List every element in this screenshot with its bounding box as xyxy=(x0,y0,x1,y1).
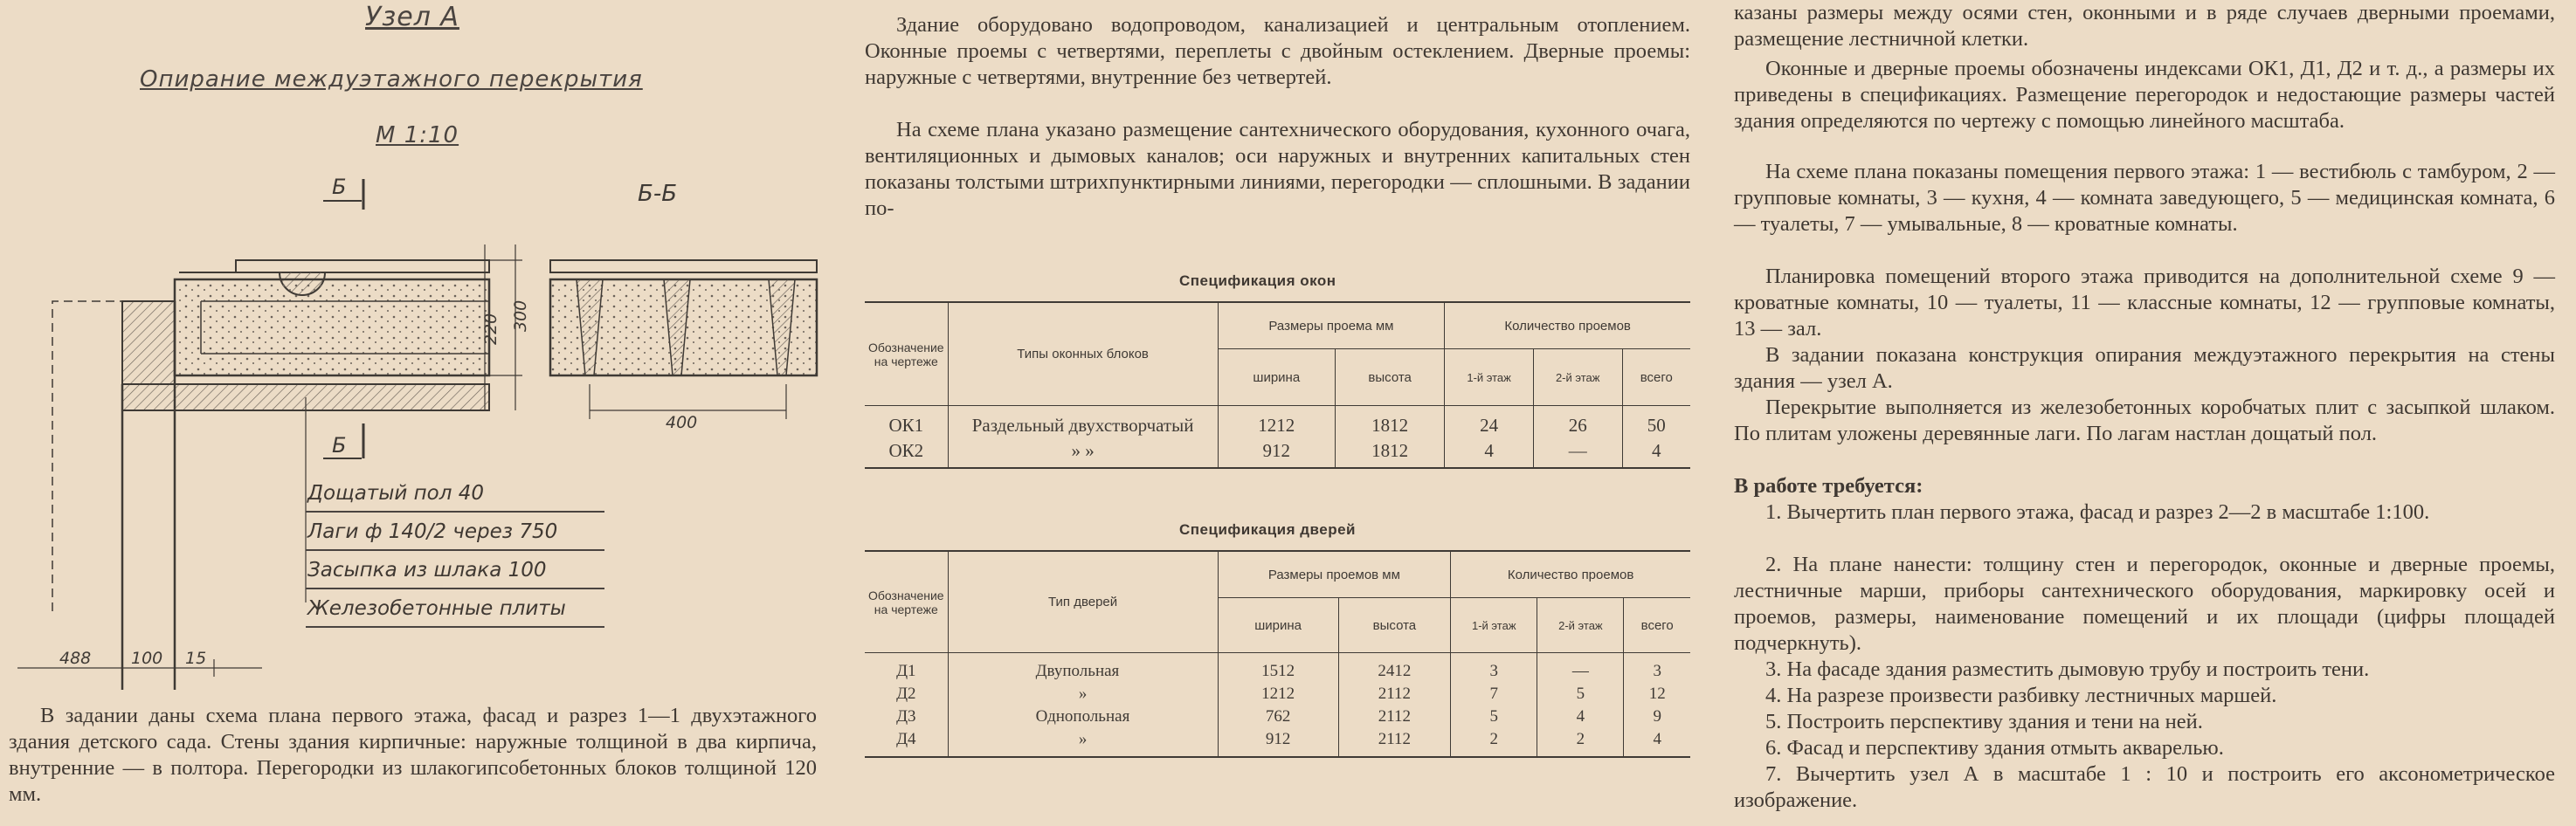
section-bb xyxy=(550,260,817,419)
legend-item: Лаги ф 140/2 через 750 xyxy=(306,514,604,551)
header-designation: Обозначение на чертеже xyxy=(865,551,948,653)
legend-item: Железобетонные плиты xyxy=(306,591,604,628)
header-height: высота xyxy=(1338,598,1451,653)
dim-100: 100 xyxy=(131,649,163,668)
table-row: Д4 » 912 2112 2 2 4 xyxy=(865,728,1690,757)
requirements-heading: В работе требуется: xyxy=(1734,474,1923,498)
dim-220: 220 xyxy=(481,313,501,345)
dim-488: 488 xyxy=(59,649,92,668)
node-subtitle: Опирание междуэтажного перекрытия xyxy=(140,66,643,93)
header-total: всего xyxy=(1622,349,1690,406)
openings-paragraph: Оконные и дверные проемы обозначены индексами ОК1, Д1, Д2 и т. д., а размеры их приведены в спецификациях. Размещение перегородок и недостающие размеры частей здания определяются по чертежу с помощью линейного масштаба. xyxy=(1734,57,2555,133)
header-size: Размеры проема мм xyxy=(1218,302,1445,349)
task-item: 5. Построить перспективу здания и тени на ней. xyxy=(1765,710,2203,733)
section-title: Б-Б xyxy=(638,181,678,207)
task-item: 4. На разрезе произвести разбивку лестничных маршей. xyxy=(1765,684,2277,707)
dim-300: 300 xyxy=(511,299,530,332)
middle-column xyxy=(865,0,1703,826)
table-row: ОК1 Раздельный двухстворчатый 1212 1812 24 26 50 xyxy=(865,406,1690,439)
header-width: ширина xyxy=(1218,598,1338,653)
equipment-paragraph: Здание оборудовано водопроводом, канализацией и центральным отоплением. Оконные проемы с четвертями, переплеты с двойным остеклением. Дверные проемы: наружные с четвертями, внутренние без четвертей. xyxy=(865,13,1690,89)
header-total: всего xyxy=(1624,598,1690,653)
table-row: Д3 Однопольная 762 2112 5 4 9 xyxy=(865,706,1690,728)
task-item: 3. На фасаде здания разместить дымовую трубу и построить тени. xyxy=(1765,657,2370,681)
header-size: Размеры проемов мм xyxy=(1218,551,1451,598)
first-floor-paragraph: На схеме плана показаны помещения первого этажа: 1 — вестибюль с тамбуром, 2 — групповые комнаты, 3 — кухня, 4 — комната заведующего, 5 — медицинская комната, 6 — туалеты, 7 — умывальные, 8 — кроватные комнаты. xyxy=(1734,160,2555,236)
doors-spec-title: Спецификация дверей xyxy=(1179,521,1356,538)
task-item: 1. Вычертить план первого этажа, фасад и разрез 2—2 в масштабе 1:100. xyxy=(1765,500,2430,524)
windows-table xyxy=(865,301,1690,469)
table-row: Д2 » 1212 2112 7 5 12 xyxy=(865,683,1690,706)
plan-paragraph: На схеме плана указано размещение сантехнического оборудования, кухонного очага, вентиляционных и дымовых каналов; оси наружных и внутренних капитальных стен показаны толстыми штрихпунктирными линиями, перегородки — сплошными. В задании по- xyxy=(865,118,1690,220)
header-type: Типы оконных блоков xyxy=(948,302,1218,406)
legend-item: Засыпка из шлака 100 xyxy=(306,553,604,589)
section-mark-top-label: Б xyxy=(332,175,347,199)
doors-table xyxy=(865,550,1690,758)
second-floor-paragraph: Планировка помещений второго этажа приводится на дополнительной схеме 9 — кроватные комнаты, 10 — туалеты, 11 — классные комнаты, 12 — групповые комнаты, 13 — зал. xyxy=(1734,265,2555,341)
task-item: 2. На плане нанести: толщину стен и перегородок, оконные и дверные проемы, лестничные марши, приборы сантехнического оборудования, маркировку осей и проемов, размеры, наименование помещений и их площади (цифры площадей подчеркнуть). xyxy=(1734,553,2555,655)
task-item: 7. Вычертить узел А в масштабе 1 : 10 и построить его аксонометрическое изображение. xyxy=(1734,762,2555,812)
continued-paragraph: казаны размеры между осями стен, оконными и в ряде случаев дверными проемами, размещение лестничной клетки. xyxy=(1734,1,2555,51)
header-floor2: 2-й этаж xyxy=(1537,598,1624,653)
node-title: Узел А xyxy=(365,2,459,32)
windows-spec-title: Спецификация окон xyxy=(1179,272,1336,289)
table-header-row xyxy=(865,302,1690,349)
header-floor1: 1-й этаж xyxy=(1445,349,1534,406)
header-height: высота xyxy=(1336,349,1445,406)
table-row: ОК2 » » 912 1812 4 — 4 xyxy=(865,438,1690,468)
drawing-column xyxy=(0,0,830,826)
header-count: Количество проемов xyxy=(1445,302,1690,349)
dim-400: 400 xyxy=(666,413,698,432)
header-width: ширина xyxy=(1218,349,1335,406)
task-item: 6. Фасад и перспективу здания отмыть акварелью. xyxy=(1765,736,2224,760)
dim-15: 15 xyxy=(185,649,207,668)
header-floor1: 1-й этаж xyxy=(1451,598,1537,653)
scale-label: М 1:10 xyxy=(376,122,459,148)
node-paragraph: В задании показана конструкция опирания междуэтажного перекрытия на стены здания — узел А. xyxy=(1734,343,2555,393)
header-count: Количество проемов xyxy=(1451,551,1690,598)
intro-paragraph: В задании даны схема плана первого этажа, фасад и разрез 1—1 двухэтажного здания детского сада. Стены здания кирпичные: наружные толщиной в два кирпича, внутренние — в полтора. Перегородки из шлакогипсобетонных блоков толщиной 120 мм. xyxy=(9,704,817,806)
header-floor2: 2-й этаж xyxy=(1533,349,1622,406)
section-mark-bottom-label: Б xyxy=(332,433,347,458)
legend-item: Дощатый пол 40 xyxy=(306,476,604,513)
table-header-row xyxy=(865,551,1690,598)
header-type: Тип дверей xyxy=(948,551,1218,653)
right-column xyxy=(1734,0,2564,826)
header-designation: Обозначение на чертеже xyxy=(865,302,948,406)
table-row: Д1 Двупольная 1512 2412 3 — 3 xyxy=(865,653,1690,684)
slab-paragraph: Перекрытие выполняется из железобетонных коробчатых плит с засыпкой шлаком. По плитам уложены деревянные лаги. По лагам настлан дощатый пол. xyxy=(1734,396,2555,445)
